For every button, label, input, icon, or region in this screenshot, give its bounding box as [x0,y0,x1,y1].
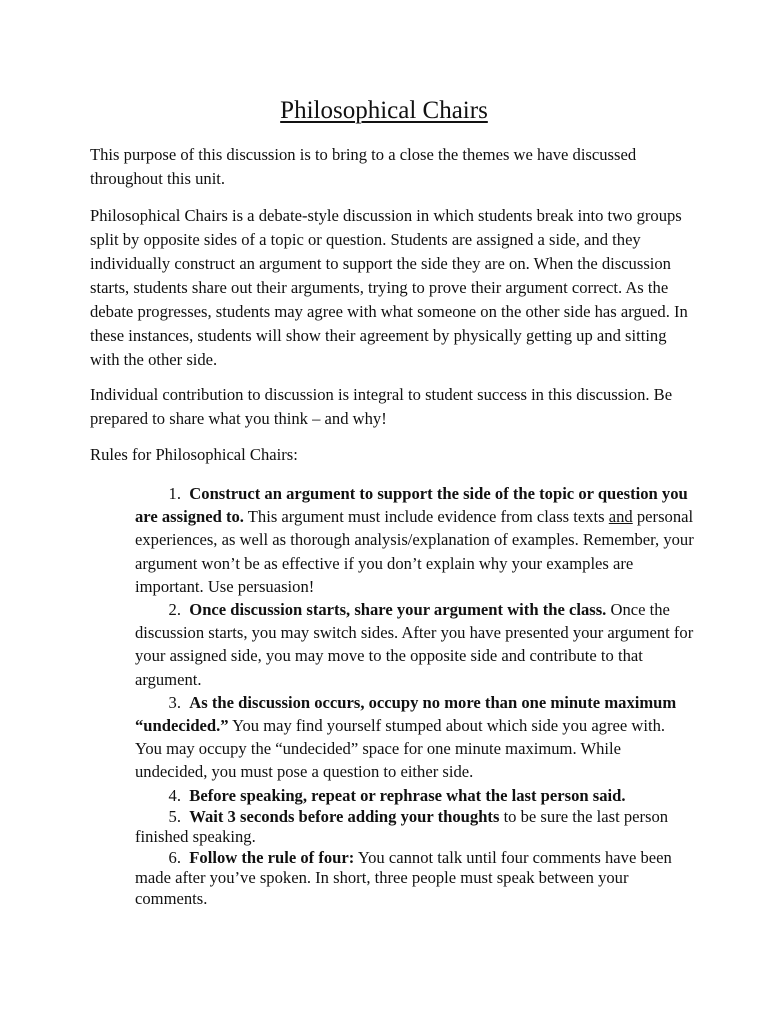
contribution-paragraph: Individual contribution to discussion is integral to student success in this discussion. Be prepared to share what you think – and why! [90,385,673,428]
rule-number: 5. [168,806,181,826]
rules-list [135,482,695,909]
rule-text-continued: personal experiences, as well as thorough analysis/explanation of examples. Remember, your argument won’t be as effective if you don’t explain why your examples are important. Use persuasion! [135,507,694,596]
rule-item-2 [135,598,695,691]
rule-bold-text: Follow the rule of four: [189,847,355,867]
description-paragraph: Philosophical Chairs is a debate-style discussion in which students break into two groups split by opposite sides of a topic or question. Students are assigned a side, and they individually construct an argument to support the side they are on. When the discussion starts, students share out their arguments, trying to prove their argument correct. As the debate progresses, students may agree with what someone on the other side has argued. In these instances, students will show their agreement by physically getting up and sitting with the other side. [90,206,688,369]
rule-number: 4. [168,785,181,805]
rule-item-3 [135,691,695,784]
page-title: Philosophical Chairs [280,97,488,124]
rule-bold-text: As the discussion occurs, occupy no more than one minute maximum “undecided.” [135,692,677,736]
rule-text: You may find yourself stumped about which side you agree with. You may occupy the “undecided” space for one minute maximum. While undecided, you must pose a question to either side. [135,716,666,782]
rule-bold-text: Wait 3 seconds before adding your thoughts [189,806,500,826]
rules-heading: Rules for Philosophical Chairs: [90,445,298,464]
rule-bold-text: Before speaking, repeat or rephrase what the last person said. [189,785,626,805]
intro-paragraph: This purpose of this discussion is to bring to a close the themes we have discussed throughout this unit. [90,145,637,188]
rule-number: 3. [168,692,181,712]
rule-bold-text: Once discussion starts, share your argument with the class. [189,600,607,620]
rule-item-4 [135,784,695,807]
rule-bold-text: Construct an argument to support the side of the topic or question you are assigned to. [135,484,688,527]
rule-number: 2. [168,600,181,620]
rule-text: Once the discussion starts, you may switch sides. After you have presented your argument for your assigned side, you may move to the opposite side and contribute to that argument. [135,600,694,689]
rule-underlined-text: and [608,507,633,527]
rule-item-5 [135,807,695,848]
rule-item-6 [135,848,695,910]
rule-number: 6. [168,847,181,867]
rule-number: 1. [168,484,181,503]
rule-text: You cannot talk until four comments have been made after you’ve spoken. In short, three people must speak between your comments. [135,847,672,908]
rule-text: to be sure the last person finished speaking. [135,806,669,847]
rule-item-1 [135,482,695,598]
rule-text: This argument must include evidence from class texts [243,507,609,527]
